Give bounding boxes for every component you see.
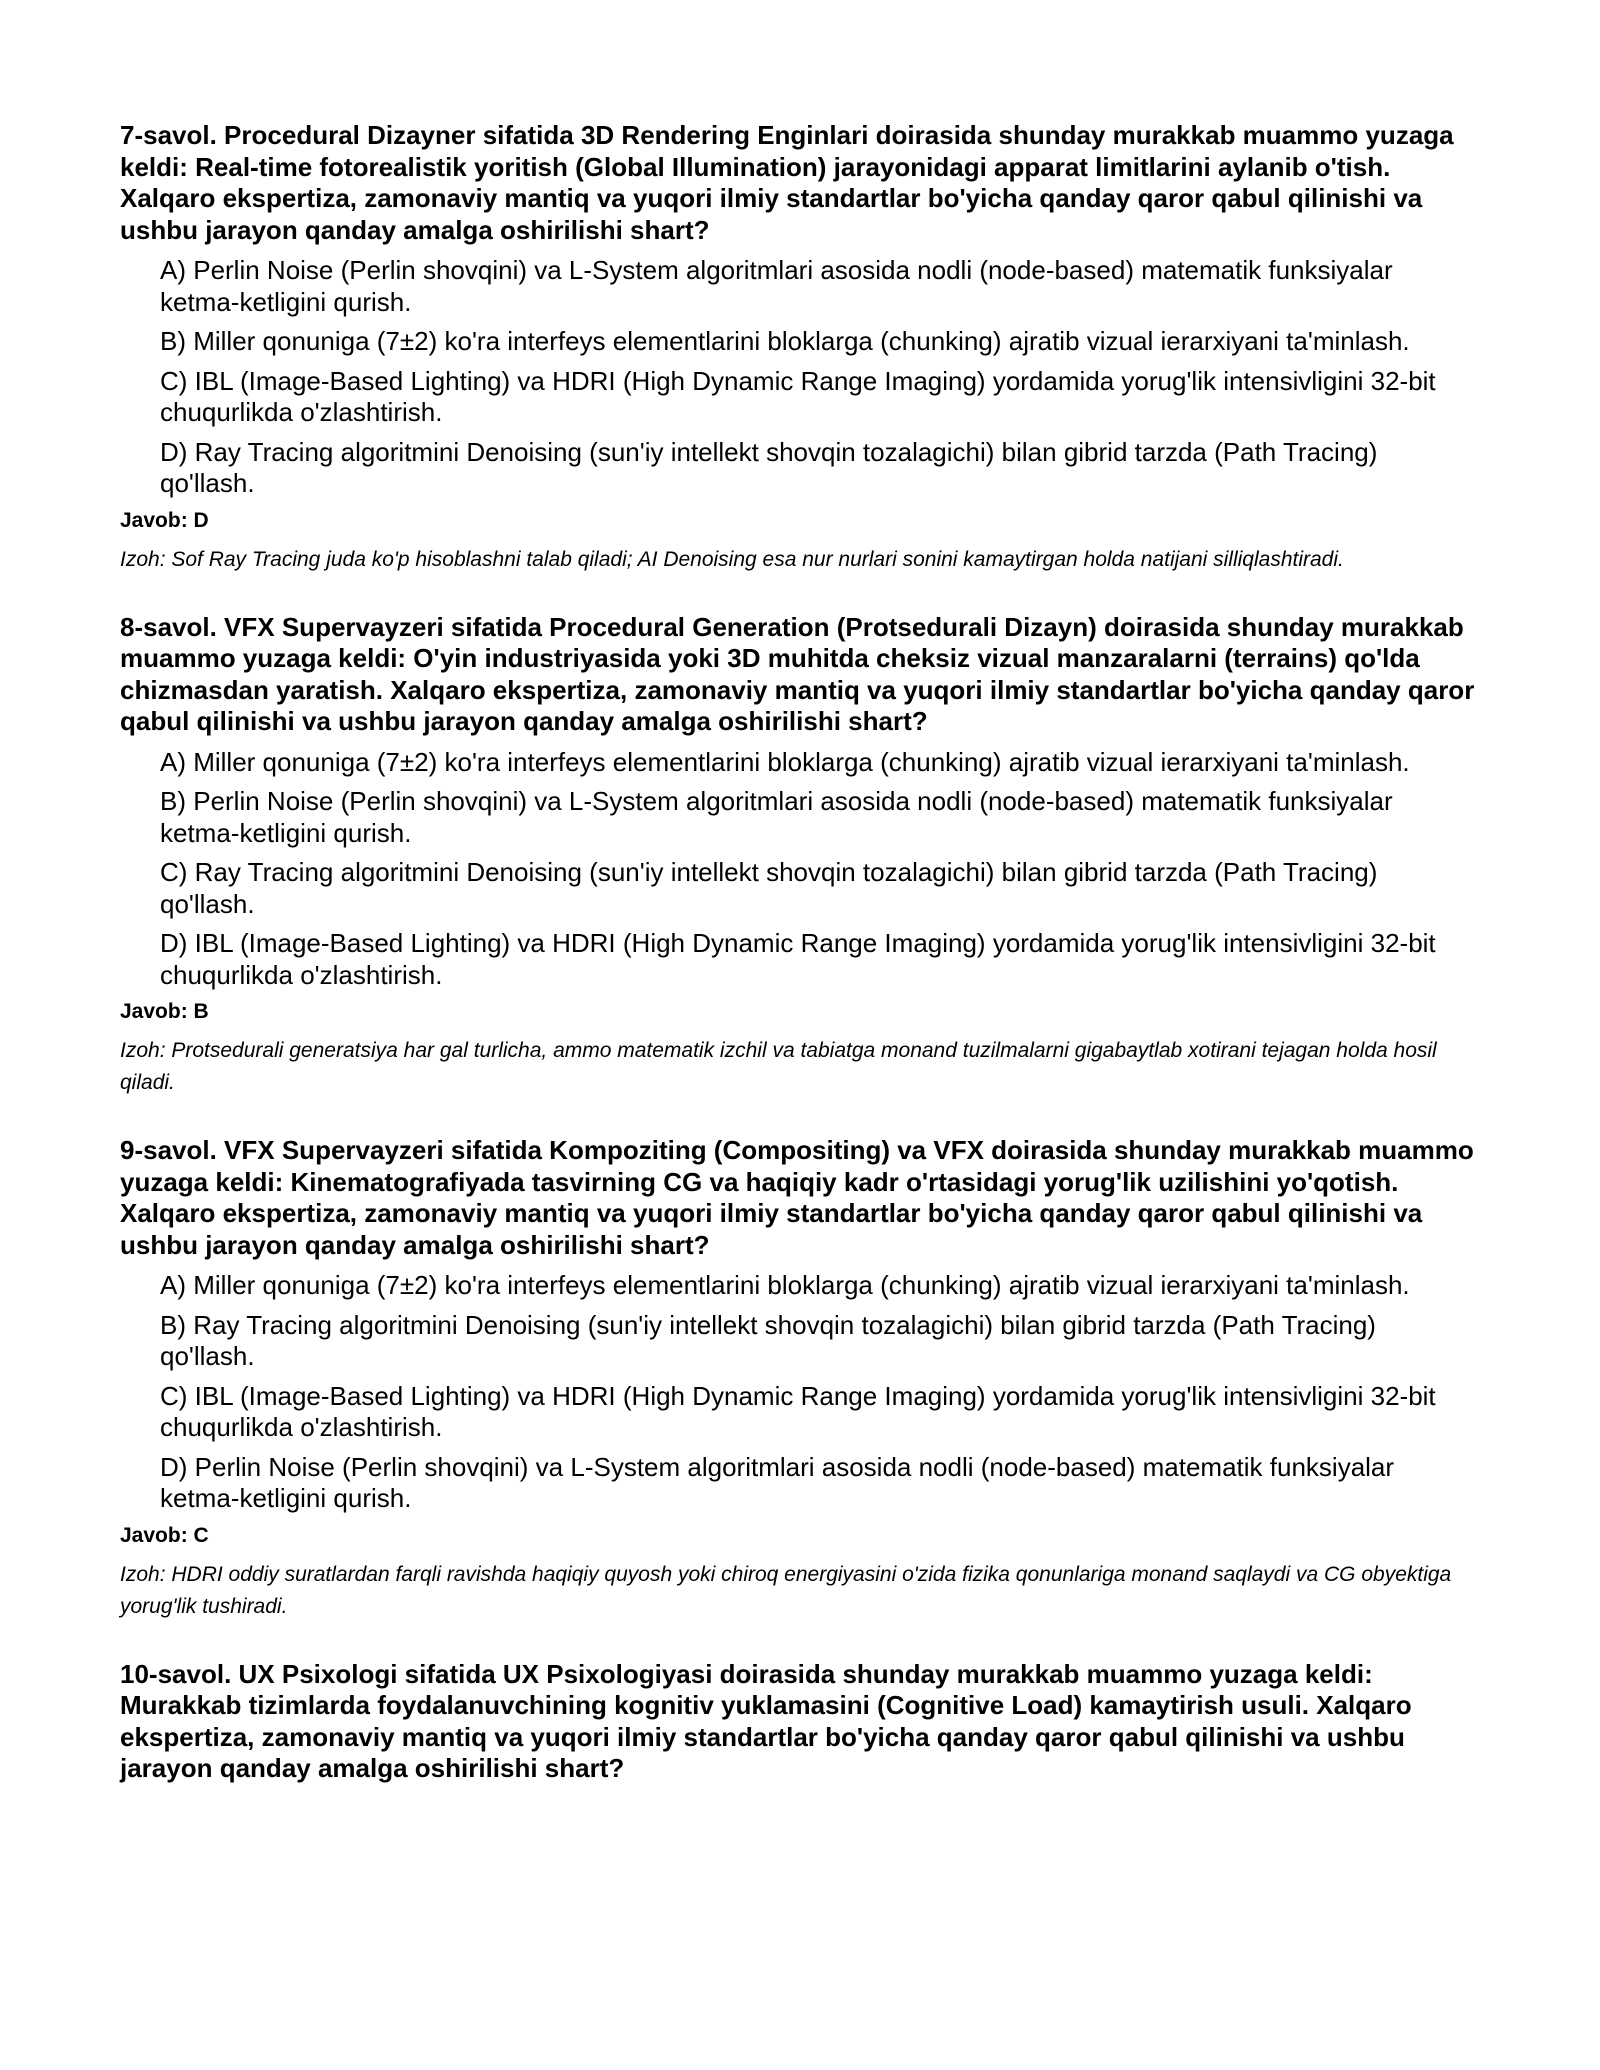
options-list — [160, 747, 1490, 992]
question-7 — [120, 120, 1490, 576]
question-title: 10-savol. UX Psixologi sifatida UX Psixologiyasi doirasida shunday murakkab muammo yuzaga keldi: Murakkab tizimlarda foydalanuvchining kognitiv yuklamasini (Cognitive Load) kamaytirish usuli. Xalqaro ekspertiza, zamonaviy mantiq va yuqori ilmiy standartlar bo'yicha qanday qaror qabul qilinishi va ushbu jarayon qanday amalga oshirilishi shart? — [120, 1658, 1412, 1783]
question-9 — [120, 1135, 1490, 1623]
option-d: D) Ray Tracing algoritmini Denoising (sun'iy intellekt shovqin tozalagichi) bilan gibrid tarzda (Path Tracing) qo'llash. — [160, 436, 1378, 498]
option-d: D) IBL (Image-Based Lighting) va HDRI (High Dynamic Range Imaging) yordamida yorug'lik intensivligini 32-bit chuqurlikda o'zlashtirish. — [160, 928, 1436, 990]
option-c: C) IBL (Image-Based Lighting) va HDRI (High Dynamic Range Imaging) yordamida yorug'lik intensivligini 32-bit chuqurlikda o'zlashtirish. — [160, 1380, 1436, 1442]
question-10 — [120, 1659, 1490, 1785]
answer-label: Javob: D — [120, 508, 209, 532]
option-b: B) Miller qonuniga (7±2) ko'ra interfeys elementlarini bloklarga (chunking) ajratib vizual ierarxiyani ta'minlash. — [160, 326, 1410, 356]
explanation-note: Izoh: Protsedurali generatsiya har gal turlicha, ammo matematik izchil va tabiatga monand tuzilmalarni gigabaytlab xotirani tejagan holda hosil qiladi. — [120, 1039, 1437, 1094]
explanation-note: Izoh: HDRI oddiy suratlardan farqli ravishda haqiqiy quyosh yoki chiroq energiyasini o'zida fizika qonunlariga monand saqlaydi va CG obyektiga yorug'lik tushiradi. — [120, 1562, 1452, 1618]
option-a: A) Miller qonuniga (7±2) ko'ra interfeys elementlarini bloklarga (chunking) ajratib vizual ierarxiyani ta'minlash. — [160, 746, 1410, 777]
option-a: A) Miller qonuniga (7±2) ko'ra interfeys elementlarini bloklarga (chunking) ajratib vizual ierarxiyani ta'minlash. — [160, 1270, 1410, 1300]
question-title: 8-savol. VFX Supervayzeri sifatida Procedural Generation (Protsedurali Dizayn) doirasida shunday murakkab muammo yuzaga keldi: O'yin industriyasida yoki 3D muhitda cheksiz vizual manzaralarni (terrains) qo'lda chizmasdan yaratish. Xalqaro ekspertiza, zamonaviy mantiq va yuqori ilmiy standartlar bo'yicha qanday qaror qabul qilinishi va ushbu jarayon qanday amalga oshirilishi shart? — [120, 611, 1475, 736]
question-8 — [120, 612, 1490, 1100]
options-list — [160, 1270, 1490, 1515]
question-title: 9-savol. VFX Supervayzeri sifatida Kompoziting (Compositing) va VFX doirasida shunday murakkab muammo yuzaga keldi: Kinematografiyada tasvirning CG va haqiqiy kadr o'rtasidagi yorug'lik uzilishini yo'qotish. Xalqaro ekspertiza, zamonaviy mantiq va yuqori ilmiy standartlar bo'yicha qanday qaror qabul qilinishi va ushbu jarayon qanday amalga oshirilishi shart? — [120, 1135, 1474, 1260]
option-d: D) Perlin Noise (Perlin shovqini) va L-System algoritmlari asosida nodli (node-based) matematik funksiyalar ketma-ketligini qurish. — [160, 1451, 1395, 1513]
explanation-note: Izoh: Sof Ray Tracing juda ko'p hisoblashni talab qiladi; AI Denoising esa nur nurlari sonini kamaytirgan holda natijani silliqlashtiradi. — [120, 547, 1344, 571]
answer-label: Javob: C — [120, 1523, 209, 1547]
document-page — [120, 120, 1490, 1794]
option-c: C) IBL (Image-Based Lighting) va HDRI (High Dynamic Range Imaging) yordamida yorug'lik intensivligini 32-bit chuqurlikda o'zlashtirish. — [160, 365, 1436, 427]
answer-label: Javob: B — [120, 1000, 209, 1023]
option-c: C) Ray Tracing algoritmini Denoising (sun'iy intellekt shovqin tozalagichi) bilan gibrid tarzda (Path Tracing) qo'llash. — [160, 857, 1378, 919]
option-a: A) Perlin Noise (Perlin shovqini) va L-System algoritmlari asosida nodli (node-based) matematik funksiyalar ketma-ketligini qurish. — [160, 255, 1393, 317]
option-b: B) Ray Tracing algoritmini Denoising (sun'iy intellekt shovqin tozalagichi) bilan gibrid tarzda (Path Tracing) qo'llash. — [160, 1309, 1376, 1371]
question-title: 7-savol. Procedural Dizayner sifatida 3D Rendering Enginlari doirasida shunday murakkab muammo yuzaga keldi: Real-time fotorealistik yoritish (Global Illumination) jarayonidagi apparat limitlarini aylanib o'tish. Xalqaro ekspertiza, zamonaviy mantiq va yuqori ilmiy standartlar bo'yicha qanday qaror qabul qilinishi va ushbu jarayon qanday amalga oshirilishi shart? — [120, 120, 1454, 245]
option-b: B) Perlin Noise (Perlin shovqini) va L-System algoritmlari asosida nodli (node-based) matematik funksiyalar ketma-ketligini qurish. — [160, 786, 1393, 848]
options-list — [160, 255, 1490, 500]
